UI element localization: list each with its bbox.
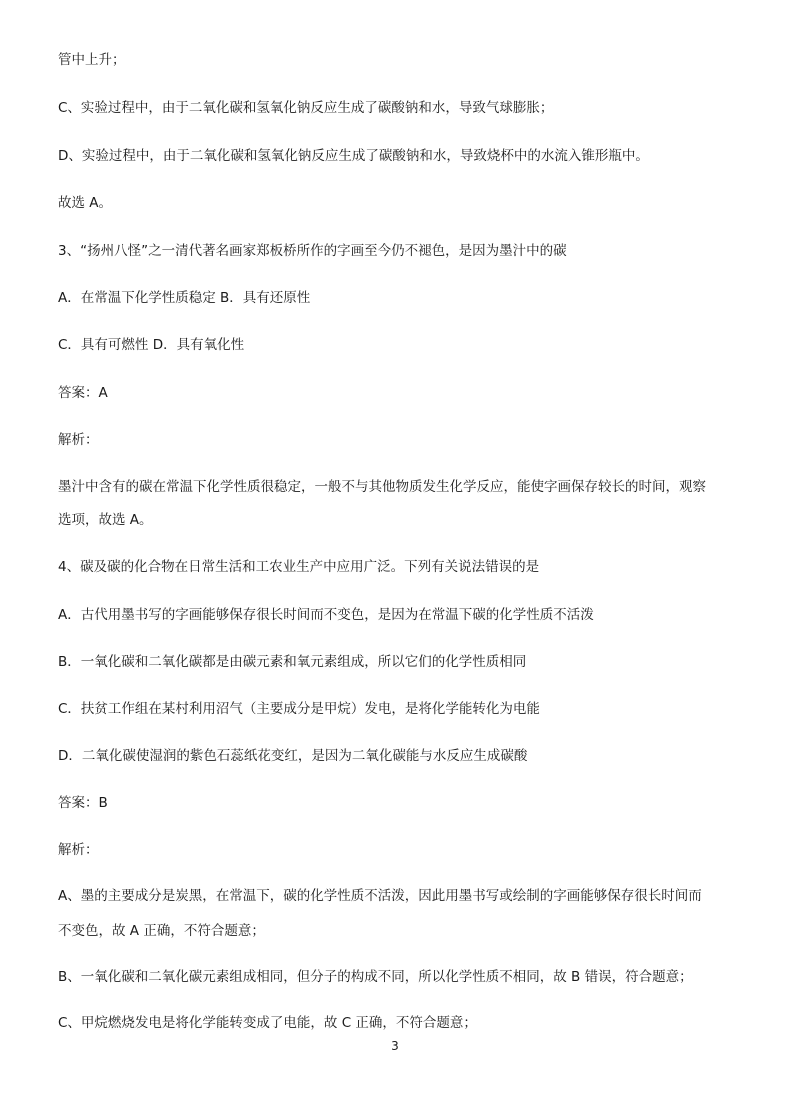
text-line: 选项，故选 A。 [58,512,153,528]
option-line: C．具有可燃性 D．具有氧化性 [58,337,245,353]
text-line: A、墨的主要成分是炭黑，在常温下，碳的化学性质不活泼，因此用墨书写或绘制的字画能够保存很长时间而 [58,888,702,904]
answer-label: 答案：A [58,385,108,401]
text-line: C、甲烷燃烧发电是将化学能转变成了电能，故 C 正确，不符合题意； [58,1015,477,1031]
text-line: C、实验过程中，由于二氧化碳和氢氧化钠反应生成了碳酸钠和水，导致气球膨胀； [58,100,554,116]
text-line: 管中上升； [58,52,126,68]
answer-label: 答案：B [58,795,108,811]
text-line: 故选 A。 [58,195,113,211]
option-line: A．古代用墨书写的字画能够保存很长时间而不变色，是因为在常温下碳的化学性质不活泼 [58,607,594,623]
question-4-stem: 4、碳及碳的化合物在日常生活和工农业生产中应用广泛。下列有关说法错误的是 [58,559,540,575]
text-line: B、一氧化碳和二氧化碳元素组成相同，但分子的构成不同，所以化学性质不相同，故 B 错误，符合题意； [58,969,693,985]
text-line: 不变色，故 A 正确，不符合题意； [58,923,265,939]
option-line: A．在常温下化学性质稳定 B．具有还原性 [58,290,311,306]
question-3-stem: 3、“扬州八怪”之一清代著名画家郑板桥所作的字画至今仍不褪色，是因为墨汁中的碳 [58,243,567,259]
analysis-label: 解析： [58,842,99,858]
analysis-label: 解析： [58,432,99,448]
option-line: D．二氧化碳使湿润的紫色石蕊纸花变红，是因为二氧化碳能与水反应生成碳酸 [58,748,528,764]
option-line: B．一氧化碳和二氧化碳都是由碳元素和氧元素组成，所以它们的化学性质相同 [58,654,527,670]
option-line: C．扶贫工作组在某村利用沼气（主要成分是甲烷）发电，是将化学能转化为电能 [58,701,540,717]
text-line: D、实验过程中，由于二氧化碳和氢氧化钠反应生成了碳酸钠和水，导致烧杯中的水流入锥形瓶中。 [58,148,649,164]
text-line: 墨汁中含有的碳在常温下化学性质很稳定，一般不与其他物质发生化学反应，能使字画保存较长的时间，观察 [58,479,706,495]
page-number: 3 [391,1039,399,1053]
